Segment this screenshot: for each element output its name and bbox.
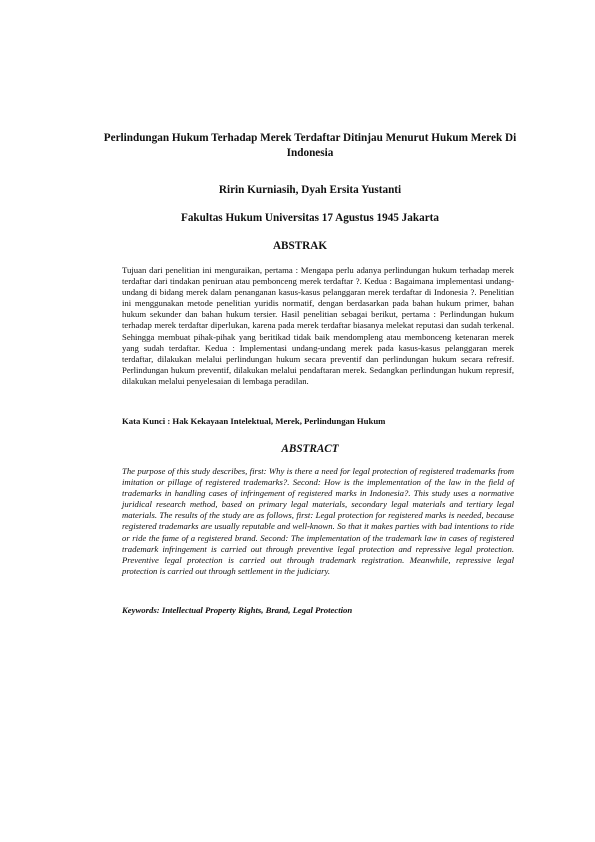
abstract-heading: ABSTRACT: [281, 443, 339, 455]
abstract-body: The purpose of this study describes, first: Why is there a need for legal protection of registered trademarks from imitation or pillage of registered trademarks?. Second: How is the implementation of the law in the field of trademarks in handling cases of infringement of registered marks in Indonesia?. This study uses a normative juridical research method, based on primary legal materials, secondary legal materials and tertiary legal materials. The results of the study are as follows, first: Legal protection for registered marks is needed, because registered trademarks are usually reputable and well-known. So that it makes parties with bad intentions to ride or ride the fame of a registered brand. Second: The implementation of the trademark law in cases of registered trademark infringement is carried out through preventive legal protection and repressive legal protection. Preventive legal protection is carried out through trademark registration. Meanwhile, repressive legal protection is carried out through settlement in the judiciary.: [122, 466, 514, 576]
paper-title: Perlindungan Hukum Terhadap Merek Terdaftar Ditinjau Menurut Hukum Merek Di Indonesia: [103, 132, 517, 159]
abstrak-heading: ABSTRAK: [272, 240, 328, 252]
keywords: Keywords: Intellectual Property Rights, Brand, Legal Protection: [122, 605, 353, 615]
abstrak-body: Tujuan dari penelitian ini menguraikan, pertama : Mengapa perlu adanya perlindungan hukum terhadap merek terdaftar dari tindakan peniruan atau pembonceng merek terdaftar ?. Kedua : Bagaimana implementasi undang-undang di bidang merek dalam penanganan kasus-kasus pelanggaran merek terdaftar di Indonesia ?. Penelitian ini menggunakan metode penelitian yuridis normatif, dengan berdasarkan pada bahan hukum primer, bahan hukum sekunder dan bahan hukum tersier. Hasil penelitian sebagai berikut, pertama : Perlindungan hukum terhadap merek terdaftar diperlukan, karena pada merek terdaftar biasanya melekat reputasi dan sudah terkenal. Sehingga membuat pihak-pihak yang beritikad tidak baik mendompleng atau membonceng ketenaran merek yang sudah terdaftar. Kedua : Implementasi undang-undang merek pada kasus-kasus pelanggaran merek terdaftar, dilakukan melalui perlindungan hukum secara preventif dan perlindungan hukum secara refresif. Perlindungan hukum preventif, dilakukan melalui pendaftaran merek. Sedangkan perlindungan hukum represif, dilakukan melalui penyelesaian di lembaga peradilan.: [122, 265, 514, 386]
author-list: Ririn Kurniasih, Dyah Ersita Yustanti: [218, 184, 402, 196]
author-affiliation: Fakultas Hukum Universitas 17 Agustus 1945 Jakarta: [181, 212, 439, 224]
kata-kunci: Kata Kunci : Hak Kekayaan Intelektual, Merek, Perlindungan Hukum: [122, 416, 386, 426]
